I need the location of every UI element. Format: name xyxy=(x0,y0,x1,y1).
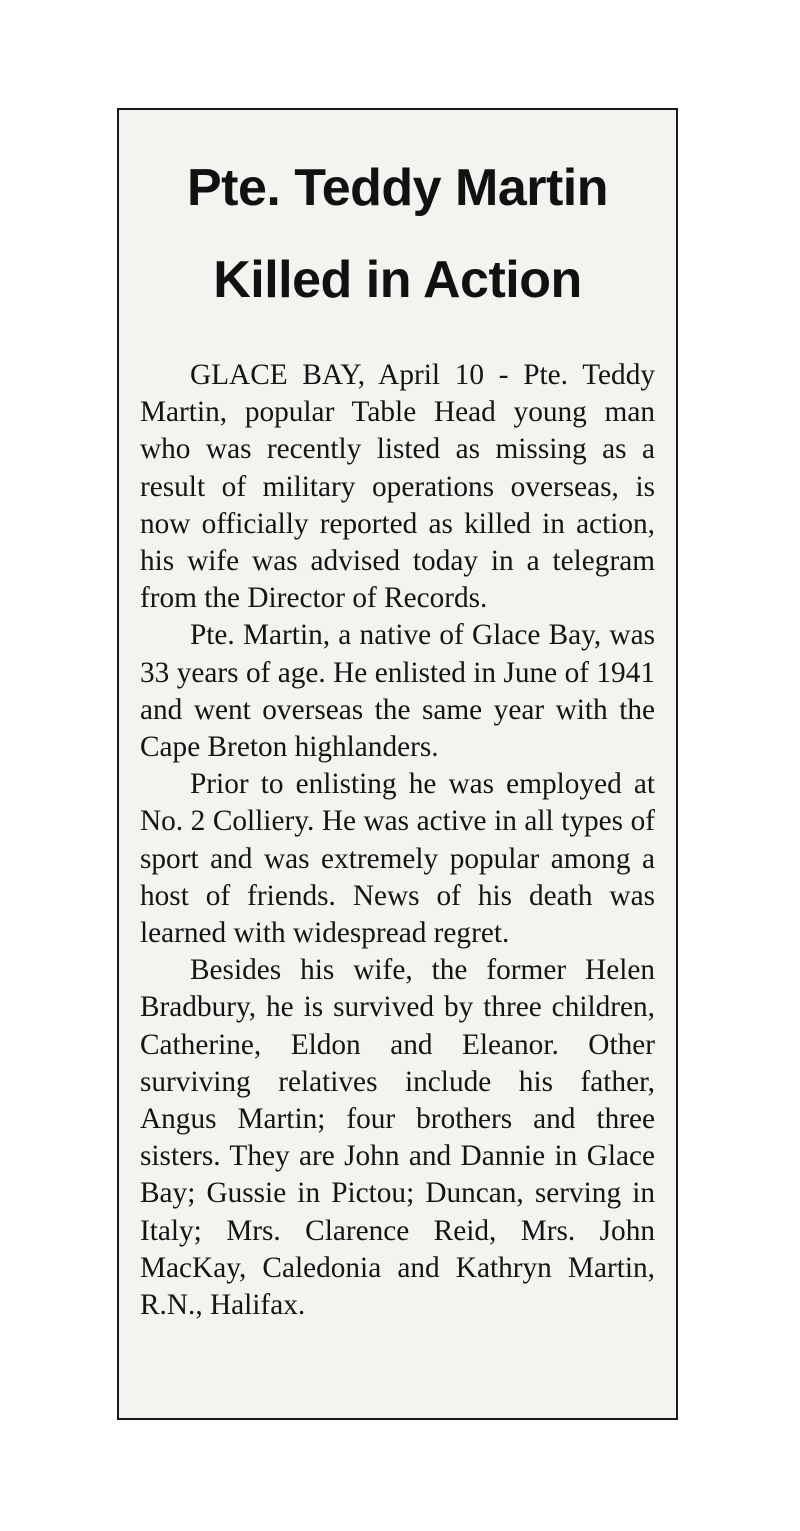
headline-line-1: Pte. Teddy Martin xyxy=(186,159,609,217)
headline-line-2: Killed in Action xyxy=(213,251,582,309)
paragraph-3: Prior to enlisting he was employed at No. 2 Colliery. He was active in all types of sport and was extremely popular among a host of friends. News of his death was learned with widespread regret. xyxy=(140,768,655,950)
article-body xyxy=(140,357,655,1324)
paragraph-1: GLACE BAY, April 10 - Pte. Teddy Martin, popular Table Head young man who was recently listed as missing as a result of military operations overseas, is now officially reported as killed in action, his wife was advised today in a telegram from the Director of Records. xyxy=(140,359,655,615)
newspaper-clipping xyxy=(117,108,678,1420)
headline xyxy=(119,110,676,326)
paragraph-4: Besides his wife, the former Helen Bradbury, he is survived by three children, Catherine, Eldon and Eleanor. Other surviving relatives include his father, Angus Martin; four brothers and three sisters. They are John and Dannie in Glace Bay; Gussie in Pictou; Duncan, serving in Italy; Mrs. Clarence Reid, Mrs. John MacKay, Caledonia and Kathryn Martin, R.N., Halifax. xyxy=(140,954,655,1322)
paragraph-2: Pte. Martin, a native of Glace Bay, was 33 years of age. He enlisted in June of 1941 and went overseas the same year with the Cape Breton highlanders. xyxy=(140,619,655,764)
